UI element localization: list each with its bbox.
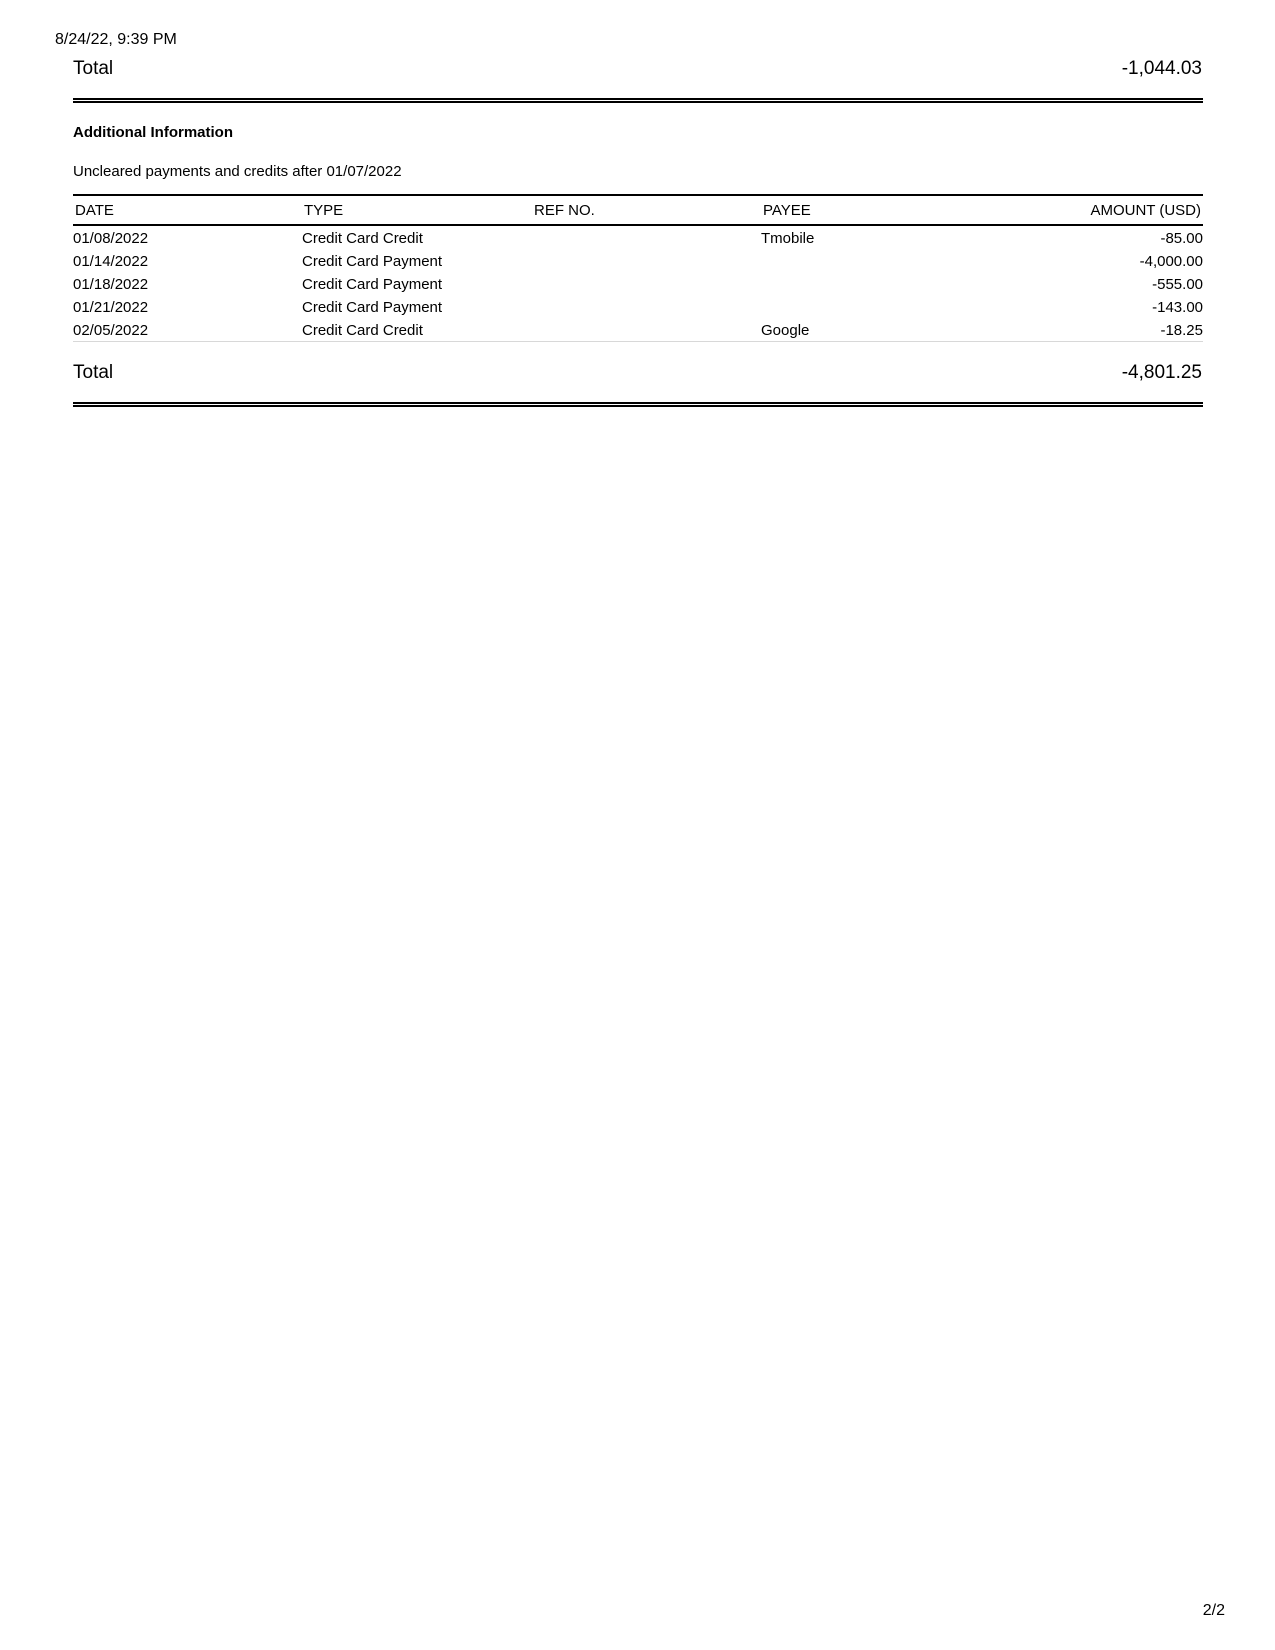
- cell-amount: -143.00: [1152, 298, 1203, 316]
- top-total-value: -1,044.03: [1121, 58, 1202, 79]
- cell-amount: -85.00: [1160, 229, 1203, 247]
- column-header-type: TYPE: [302, 195, 532, 225]
- cell-ref: [532, 249, 761, 272]
- cell-date: 01/18/2022: [73, 275, 149, 293]
- cell-payee: [761, 272, 991, 295]
- cell-date: 01/08/2022: [73, 229, 149, 247]
- cell-ref: [532, 318, 761, 342]
- table-row: [73, 295, 1203, 318]
- cell-payee: [761, 249, 991, 272]
- column-header-ref: REF NO.: [532, 195, 761, 225]
- cell-date: 01/21/2022: [73, 298, 149, 316]
- uncleared-subtitle: Uncleared payments and credits after 01/07/2022: [73, 163, 402, 180]
- uncleared-total-value: -4,801.25: [1121, 362, 1202, 383]
- page-number: 2/2: [1202, 1602, 1225, 1619]
- total-double-rule: [73, 98, 1203, 103]
- cell-amount: -4,000.00: [1139, 252, 1203, 270]
- cell-type: Credit Card Credit: [302, 318, 532, 342]
- top-total-label: Total: [73, 58, 114, 79]
- table-row: [73, 249, 1203, 272]
- uncleared-table: [73, 194, 1203, 342]
- column-header-payee: PAYEE: [761, 195, 991, 225]
- cell-ref: [532, 225, 761, 249]
- top-total-section: [73, 58, 1203, 407]
- print-timestamp: 8/24/22, 9:39 PM: [55, 31, 177, 48]
- additional-info-title: Additional Information: [73, 124, 233, 141]
- cell-payee: Tmobile: [761, 229, 815, 247]
- cell-ref: [532, 295, 761, 318]
- column-header-date: DATE: [73, 195, 302, 225]
- cell-type: Credit Card Payment: [302, 298, 443, 316]
- cell-payee: [761, 295, 991, 318]
- column-header-amount: AMOUNT (USD): [991, 195, 1203, 225]
- uncleared-total-label: Total: [73, 362, 114, 383]
- cell-date: 02/05/2022: [73, 318, 302, 342]
- table-row: [73, 225, 1203, 249]
- cell-type: Credit Card Payment: [302, 275, 443, 293]
- cell-type: Credit Card Payment: [302, 252, 443, 270]
- cell-ref: [532, 272, 761, 295]
- table-row: [73, 272, 1203, 295]
- cell-date: 01/14/2022: [73, 252, 149, 270]
- table-header-row: [73, 195, 1203, 225]
- uncleared-total-row: [73, 362, 1203, 384]
- cell-payee: Google: [761, 318, 991, 342]
- cell-amount: -18.25: [991, 318, 1203, 342]
- top-total-row: [73, 58, 1203, 80]
- table-row: [73, 318, 1203, 342]
- cell-type: Credit Card Credit: [302, 229, 423, 247]
- uncleared-total-double-rule: [73, 402, 1203, 407]
- cell-amount: -555.00: [1152, 275, 1203, 293]
